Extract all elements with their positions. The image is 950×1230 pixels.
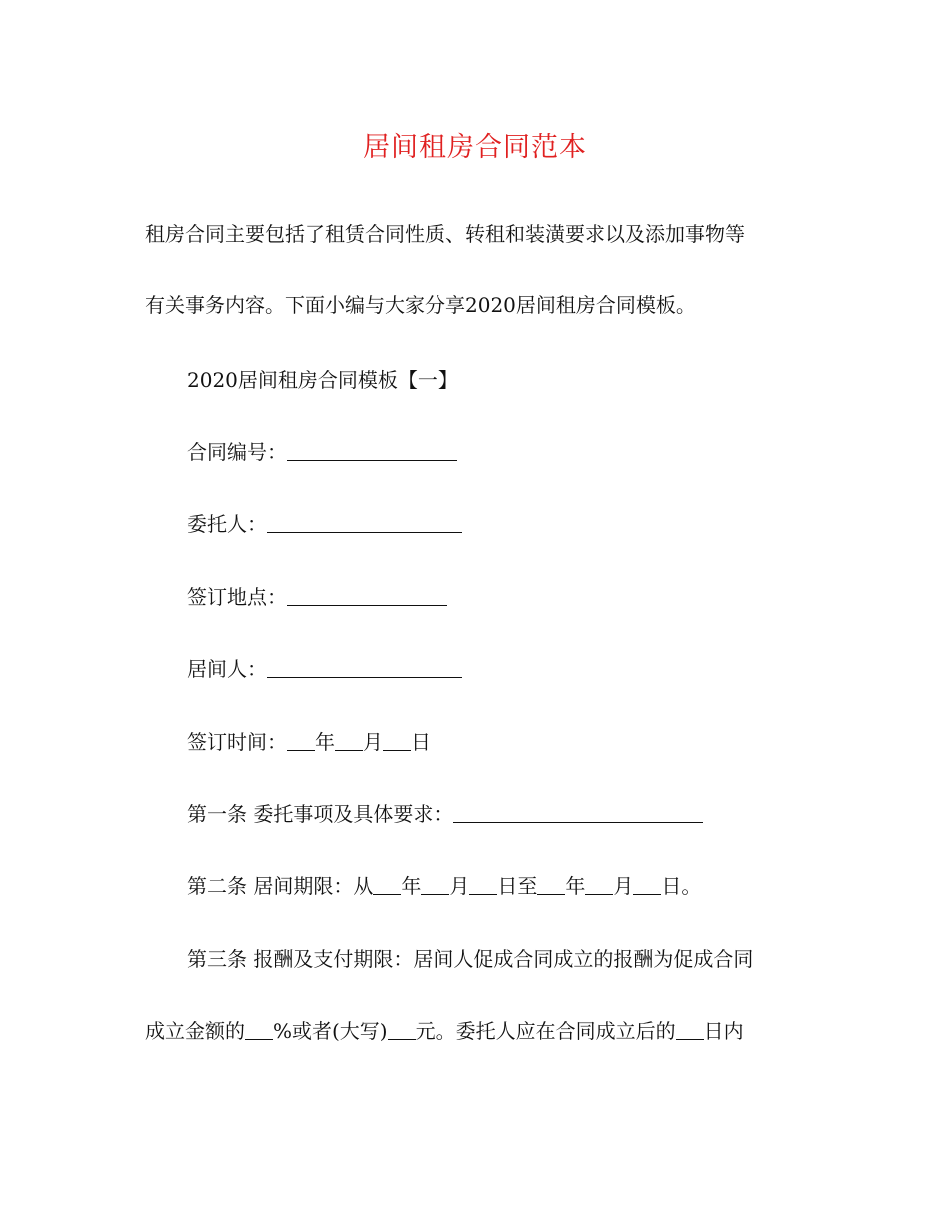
sign-place-field	[187, 582, 447, 612]
client-label: 委托人：	[187, 512, 267, 536]
article-2-end: 日。	[661, 874, 702, 898]
article-1	[187, 799, 703, 829]
article-3-part-c: 元。委托人应在合同成立后的	[415, 1019, 676, 1043]
article-2-to: 日至	[497, 874, 538, 898]
percent-blank	[245, 1019, 273, 1040]
to-day-blank	[633, 874, 661, 895]
intro-line-2: 有关事务内容。下面小编与大家分享2020居间租房合同模板。	[145, 293, 696, 317]
intro-line-1: 租房合同主要包括了租赁合同性质、转租和装潢要求以及添加事物等	[145, 222, 745, 246]
day-text: 日	[411, 730, 431, 754]
to-month-text: 月	[613, 874, 634, 898]
sign-time-label: 签订时间：	[187, 730, 287, 754]
broker-label: 居间人：	[187, 657, 267, 681]
sign-month-blank	[335, 730, 363, 751]
section-heading: 2020居间租房合同模板【一】	[187, 368, 458, 392]
article-3-line-1: 第三条 报酬及支付期限：居间人促成合同成立的报酬为促成合同	[187, 947, 754, 971]
contract-number-label: 合同编号：	[187, 440, 287, 464]
amount-blank	[388, 1019, 416, 1040]
from-month-text: 月	[449, 874, 470, 898]
sign-place-label: 签订地点：	[187, 585, 287, 609]
to-year-blank	[537, 874, 565, 895]
article-3-part-a: 成立金额的	[145, 1019, 245, 1043]
from-day-blank	[469, 874, 497, 895]
to-year-text: 年	[565, 874, 586, 898]
article-3-line-2	[145, 1016, 744, 1046]
broker-blank	[267, 657, 462, 678]
month-text: 月	[363, 730, 383, 754]
article-1-blank	[453, 802, 703, 823]
year-text: 年	[315, 730, 335, 754]
article-2	[187, 871, 701, 901]
client-field	[187, 509, 462, 539]
sign-year-blank	[287, 730, 315, 751]
article-2-prefix: 第二条 居间期限：从	[187, 874, 374, 898]
from-month-blank	[421, 874, 449, 895]
from-year-text: 年	[401, 874, 422, 898]
article-3-part-b: %或者(大写)	[273, 1019, 388, 1043]
client-blank	[267, 512, 462, 533]
contract-number-blank	[287, 440, 457, 461]
contract-number-field	[187, 437, 457, 467]
to-month-blank	[585, 874, 613, 895]
sign-time-field	[187, 727, 431, 757]
article-3-part-d: 日内	[703, 1019, 744, 1043]
broker-field	[187, 654, 462, 684]
from-year-blank	[373, 874, 401, 895]
article-1-text: 第一条 委托事项及具体要求：	[187, 802, 454, 826]
sign-place-blank	[287, 585, 447, 606]
sign-day-blank	[383, 730, 411, 751]
days-blank	[676, 1019, 704, 1040]
document-title: 居间租房合同范本	[363, 132, 587, 163]
